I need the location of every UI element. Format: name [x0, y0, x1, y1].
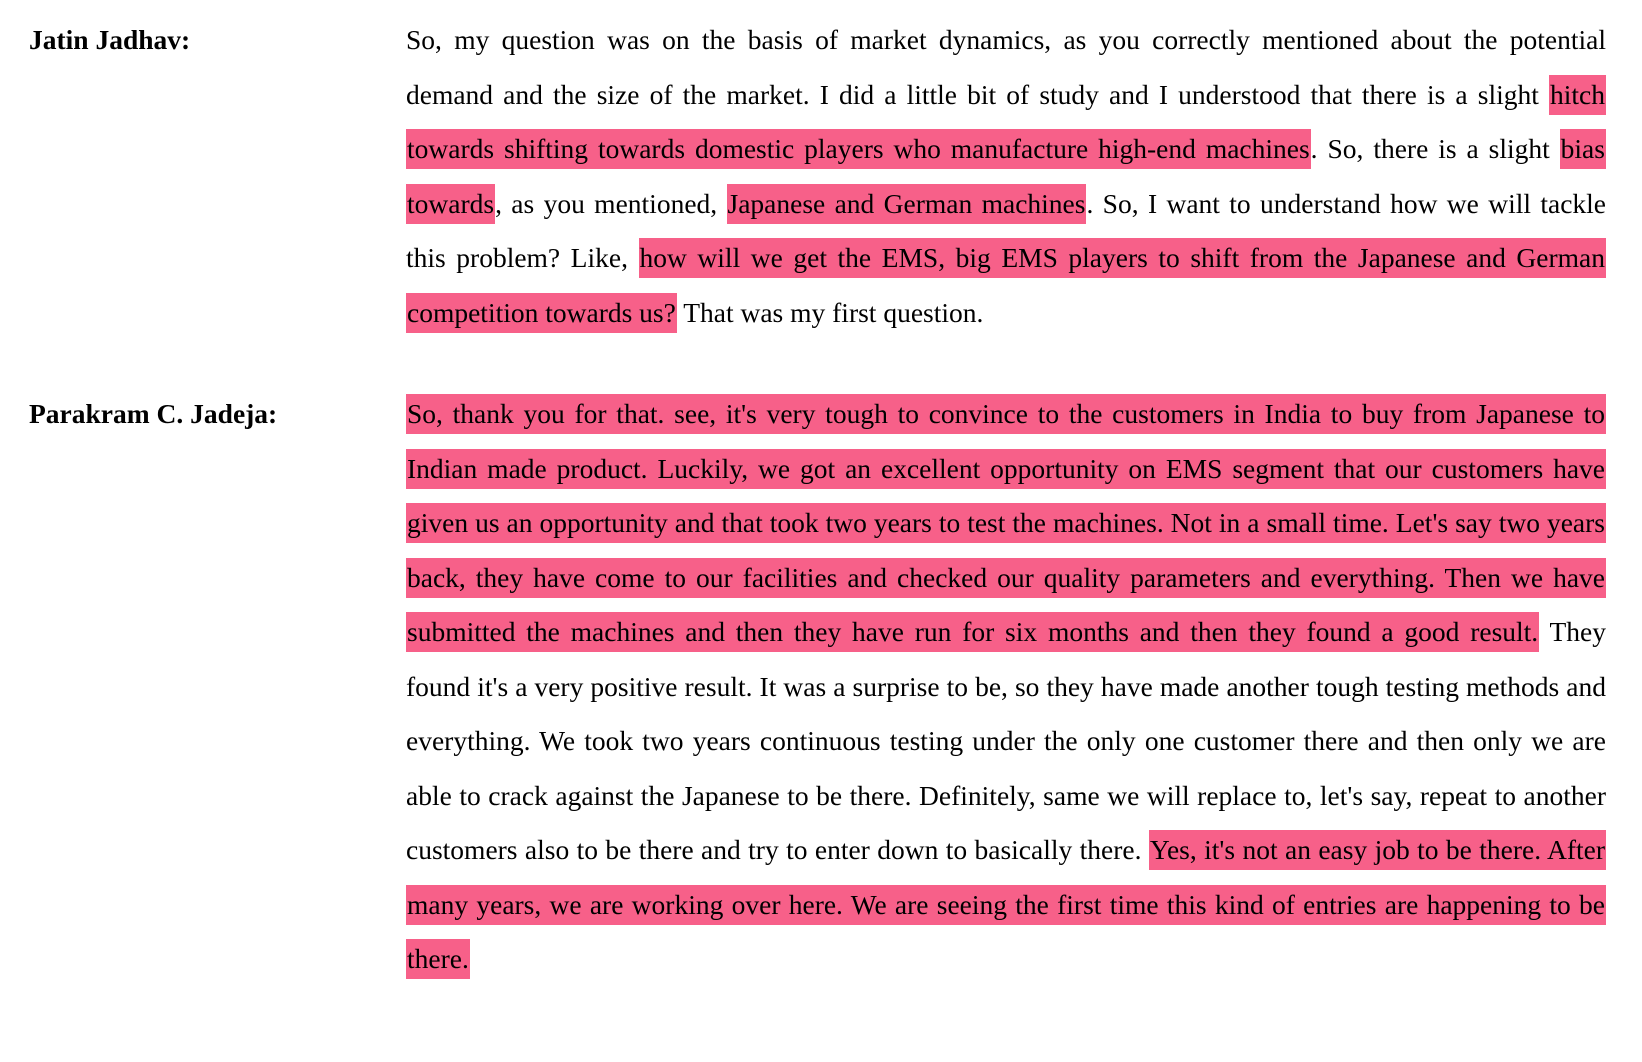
speech-text	[406, 13, 1606, 340]
highlighted-segment: bias towards	[406, 129, 1606, 224]
highlighted-segment: how will we get the EMS, big EMS players to shift from the Japanese and German competition towards us?	[406, 238, 1606, 333]
highlighted-segment: Yes, it's not an easy job to be there. After many years, we are working over here. We are seeing the first time this kind of entries are happening to be there.	[406, 830, 1606, 979]
text-segment: , as you mentioned,	[495, 187, 727, 219]
highlighted-segment: Japanese and German machines	[727, 184, 1087, 224]
text-segment: . So, I want to understand how we will tackle this problem? Like,	[406, 187, 1606, 273]
text-segment: So, my question was on the basis of market dynamics, as you correctly mentioned about the potential demand and the size of the market. I did a little bit of study and I understood that there is a slight	[406, 24, 1606, 110]
text-segment: That was my first question.	[676, 296, 984, 328]
speaker-name: Parakram C. Jadeja:	[29, 398, 278, 429]
speaker-name: Jatin Jadhav:	[29, 24, 191, 55]
highlighted-segment: hitch towards shifting towards domestic players who manufacture high-end machines	[406, 75, 1606, 170]
text-segment: They found it's a very positive result. It was a surprise to be, so they have made another tough testing methods and everything. We took two years continuous testing under the only one customer there and then only we are able to crack against the Japanese to be there. Definitely, same we will replace to, let's say, repeat to another customers also to be there and try to enter down to basically there.	[406, 616, 1606, 865]
speech-text	[406, 387, 1606, 987]
highlighted-segment: So, thank you for that. see, it's very tough to convince to the customers in India to buy from Japanese to Indian made product. Luckily, we got an excellent opportunity on EMS segment that our customers have given us an opportunity and that took two years to test the machines. Not in a small time. Let's say two years back, they have come to our facilities and checked our quality parameters and everything. Then we have submitted the machines and then they have run for six months and then they found a good result.	[406, 394, 1606, 652]
text-segment: . So, there is a slight	[1310, 133, 1560, 164]
